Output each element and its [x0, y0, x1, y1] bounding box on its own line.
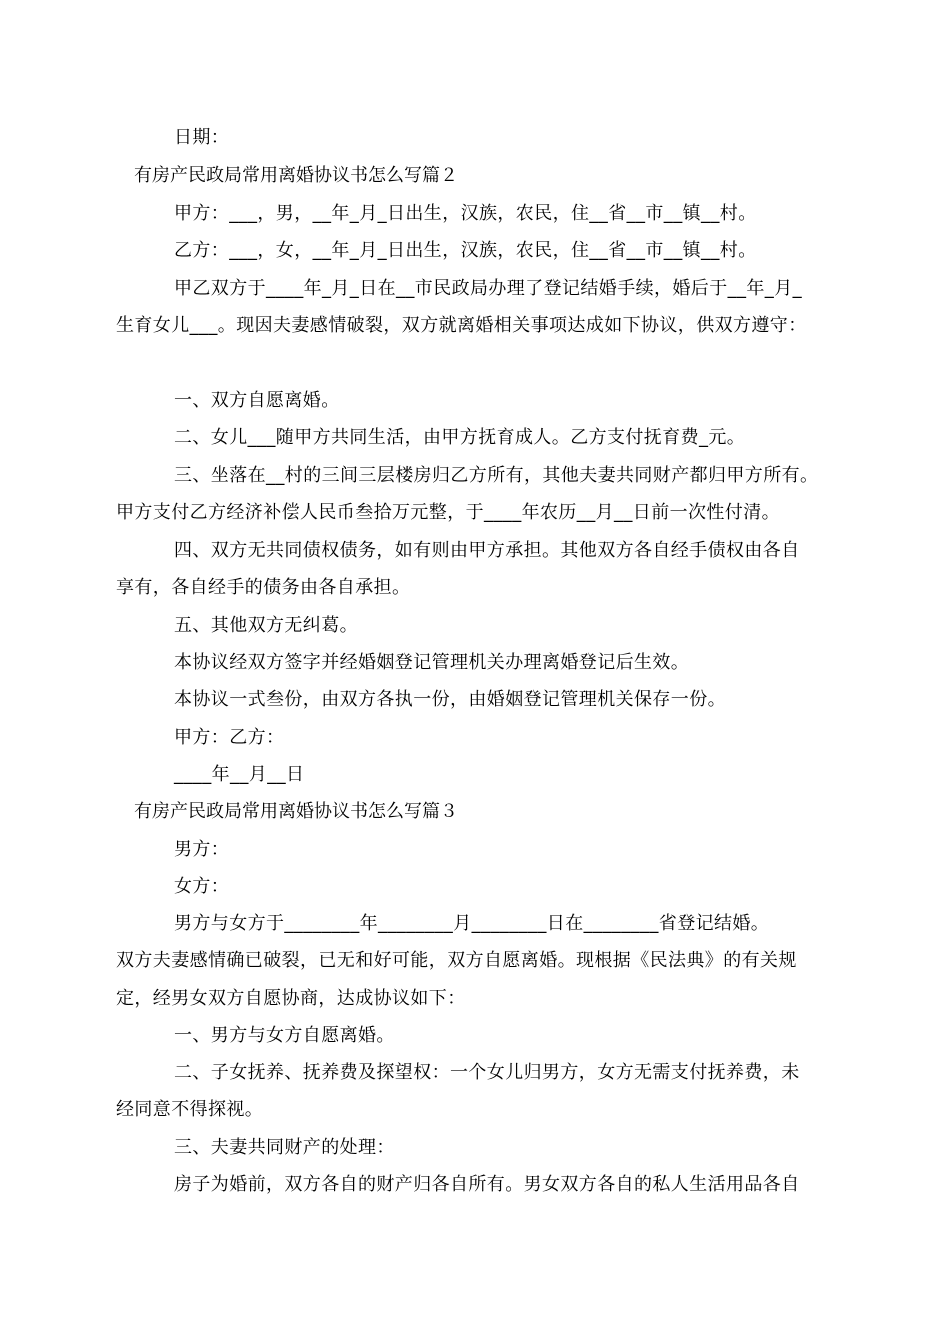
section2-intro-line2: 生育女儿___。现因夫妻感情破裂，双方就离婚相关事项达成如下协议，供双方遵守： — [116, 315, 807, 336]
section2-intro-line1: 甲乙双方于____年_月_日在__市民政局办理了登记结婚手续，婚后于__年_月_ — [174, 278, 802, 299]
party-a-line: 甲方：___，男，__年_月_日出生，汉族，农民，住__省__市__镇__村。 — [174, 203, 757, 224]
section3-item3: 三、夫妻共同财产的处理： — [174, 1137, 395, 1158]
section3-item2-line2: 经同意不得探视。 — [116, 1099, 264, 1120]
section2-copies: 本协议一式叁份，由双方各执一份，由婚姻登记管理机关保存一份。 — [174, 689, 726, 710]
section2-item1: 一、双方自愿离婚。 — [174, 390, 340, 411]
section2-item5: 五、其他双方无纠葛。 — [174, 615, 358, 636]
section2-date-blank: ____年__月__日 — [174, 764, 305, 785]
section2-item3-line1: 三、坐落在__村的三间三层楼房归乙方所有，其他夫妻共同财产都归甲方所有。 — [174, 465, 819, 486]
section3-intro-line3: 定，经男女双方自愿协商，达成协议如下： — [116, 988, 466, 1009]
section2-item4-line1: 四、双方无共同债权债务，如有则由甲方承担。其他双方各自经手债权由各自 — [174, 540, 800, 561]
section2-heading: 有房产民政局常用离婚协议书怎么写篇２ — [134, 165, 458, 186]
section2-item4-line2: 享有，各自经手的债务由各自承担。 — [116, 577, 411, 598]
section2-effect: 本协议经双方签字并经婚姻登记管理机关办理离婚登记后生效。 — [174, 652, 690, 673]
section3-property-line1: 房子为婚前，双方各自的财产归各自所有。男女双方各自的私人生活用品各自 — [174, 1174, 800, 1195]
section3-intro-line1: 男方与女方于________年________月________日在________省登记结婚。 — [174, 913, 770, 934]
section2-item2: 二、女儿___随甲方共同生活，由甲方抚育成人。乙方支付抚育费_元。 — [174, 427, 746, 448]
male-label: 男方： — [174, 839, 230, 860]
section2-item3-line2: 甲方支付乙方经济补偿人民币叁拾万元整，于____年农历__月__日前一次性付清。 — [116, 502, 780, 523]
section3-item1: 一、男方与女方自愿离婚。 — [174, 1025, 395, 1046]
section2-signatures: 甲方：乙方： — [174, 727, 285, 748]
section3-heading: 有房产民政局常用离婚协议书怎么写篇３ — [134, 801, 458, 822]
date-label: 日期： — [174, 127, 230, 148]
section3-intro-line2: 双方夫妻感情确已破裂，已无和好可能，双方自愿离婚。现根据《民法典》的有关规 — [116, 950, 797, 971]
party-b-line: 乙方：___，女，__年_月_日出生，汉族，农民，住__省__市__镇__村。 — [174, 240, 757, 261]
female-label: 女方： — [174, 876, 230, 897]
section3-item2-line1: 二、子女抚养、抚养费及探望权：一个女儿归男方，女方无需支付抚养费，未 — [174, 1062, 800, 1083]
